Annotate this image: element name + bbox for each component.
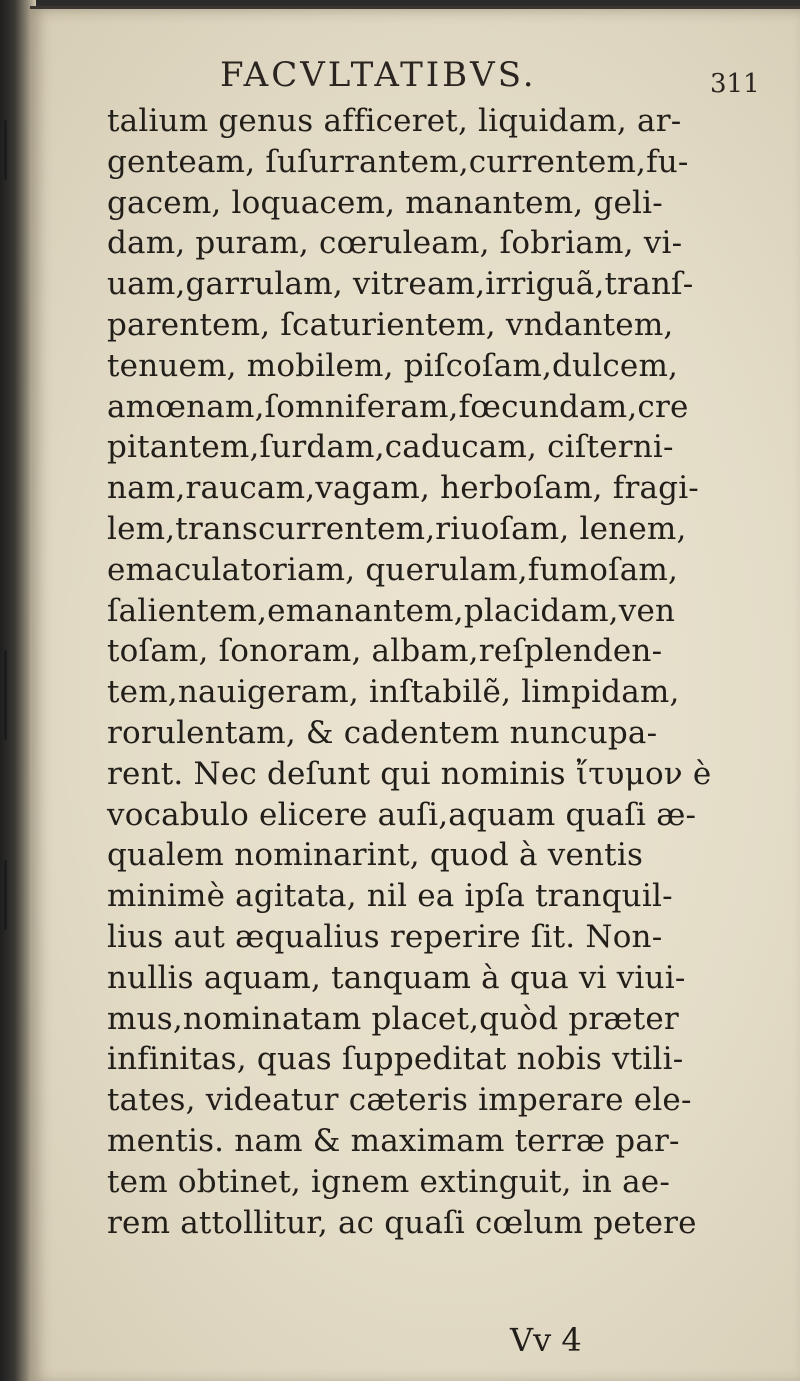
text-line: genteam, ſuſurrantem,currentem,fu- [107,143,689,180]
text-line: nullis aquam, tanquam à qua vi viui- [107,959,686,996]
text-line: toſam, ſonoram, albam,reſplenden- [107,633,663,670]
text-line: tates, videatur cæteris imperare ele- [107,1082,692,1119]
text-line: rent. Nec deſunt qui nominis ἴτυμον è [107,755,712,792]
text-line: nam,raucam,vagam, herboſam, fragi- [107,470,699,507]
page-edge-mark [4,650,7,740]
book-page [30,6,800,1381]
text-line: tem obtinet, ignem extinguit, in ae- [107,1163,671,1200]
text-line: rem attollitur, ac quaſi cœlum petere [107,1204,697,1241]
text-line: minimè agitata, nil ea ipſa tranquil- [107,878,673,915]
text-line: gacem, loquacem, manantem, geli- [107,184,663,221]
text-line: vocabulo elicere auſi,aquam quaſi æ- [107,796,697,833]
text-line: qualem nominarint, quod à ventis [107,837,644,874]
text-line: amœnam,ſomniferam,fœcundam,cre [107,388,689,425]
text-line: tenuem, mobilem, piſcoſam,dulcem, [107,347,679,384]
text-line: uam,garrulam, vitream,irriguã,tranſ- [107,266,694,303]
text-line: lius aut æqualius reperire ſit. Non- [107,918,663,955]
text-line: pitantem,ſurdam,caducam, ciſterni- [107,429,674,466]
text-line: emaculatoriam, querulam,fumoſam, [107,551,679,588]
text-line: infinitas, quas ſuppeditat nobis vtili- [107,1041,684,1078]
text-line: rorulentam, & cadentem nuncupa- [107,714,658,751]
page-edge-mark [4,120,7,180]
text-line: mentis. nam & maximam terræ par- [107,1122,680,1159]
body-text [107,101,787,1243]
text-line: lem,transcurrentem,riuoſam, lenem, [107,510,687,547]
page-edge-mark [4,860,7,930]
page-header [30,49,800,99]
signature-mark: Vv 4 [510,1321,582,1359]
text-line: dam, puram, cœruleam, ſobriam, vi- [107,225,683,262]
text-line: mus,nominatam placet,quòd præter [107,1000,679,1037]
text-line: ſalientem,emanantem,placidam,ven [107,592,676,629]
text-line: parentem, ſcaturientem, vndantem, [107,306,674,343]
page-number: 311 [710,69,760,99]
text-line: talium genus afficeret, liquidam, ar- [107,103,682,139]
text-line: tem,nauigeram, inſtabilẽ, limpidam, [107,674,680,711]
running-head: FACVLTATIBVS. [220,55,537,95]
